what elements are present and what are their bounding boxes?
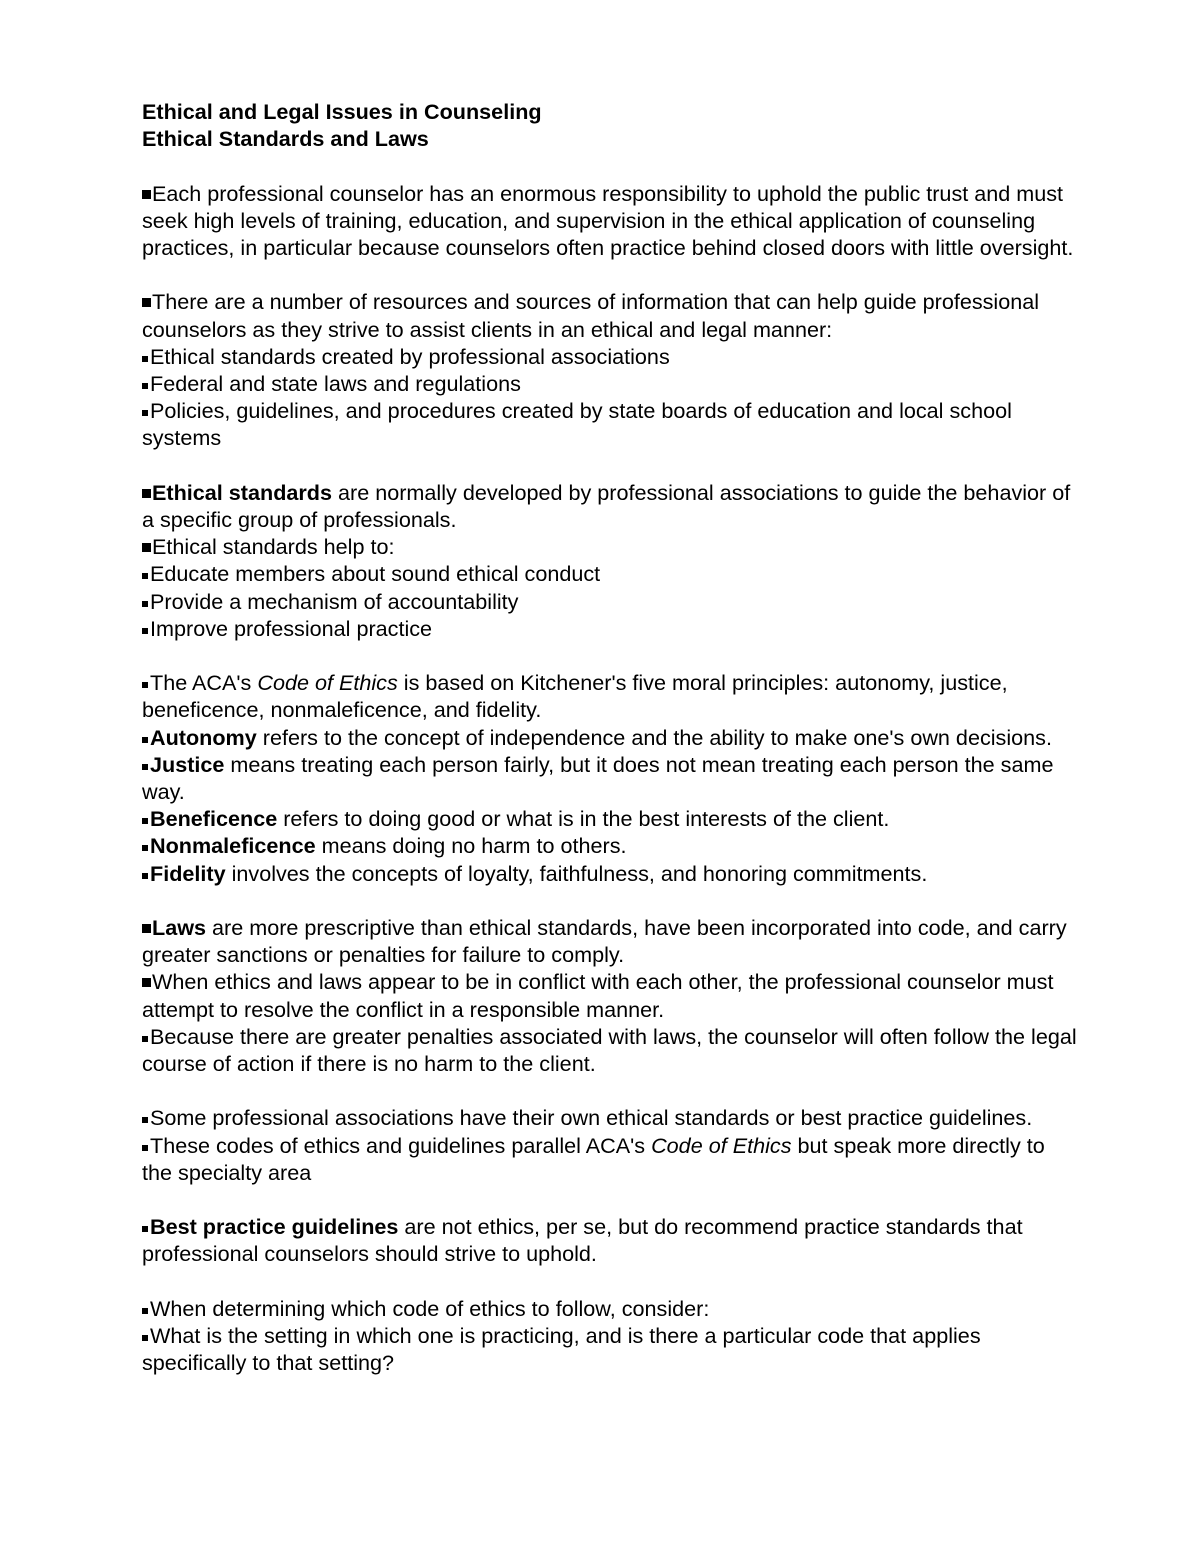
list-item: Educate members about sound ethical conduct: [142, 560, 1077, 587]
list-item-justice: Justice means treating each person fairly, but it does not mean treating each person the same way.: [142, 751, 1054, 805]
small-bullet-icon: [142, 1145, 148, 1151]
list-item: What is the setting in which one is practicing, and is there a particular code that applies specifically to that setting?: [142, 1323, 981, 1376]
square-bullet-icon: [142, 543, 151, 552]
small-bullet-icon: [142, 1335, 148, 1341]
spacer: [142, 1077, 1077, 1104]
small-bullet-icon: [142, 1308, 148, 1314]
spacer: [142, 642, 1077, 669]
small-bullet-icon: [142, 601, 148, 607]
square-bullet-icon: [142, 489, 151, 498]
small-bullet-icon: [142, 410, 148, 416]
spacer: [142, 152, 1077, 179]
small-bullet-icon: [142, 356, 148, 362]
small-bullet-icon: [142, 682, 148, 688]
paragraph-aca-code: The ACA's Code of Ethics is based on Kitchener's five moral principles: autonomy, justice, beneficence, nonmaleficence, and fidelity.: [142, 670, 1008, 723]
paragraph-resources: There are a number of resources and sources of information that can help guide professional counselors as they strive to assist clients in an ethical and legal manner:: [142, 289, 1040, 342]
spacer: [142, 887, 1077, 914]
paragraph-conflict: When ethics and laws appear to be in conflict with each other, the professional counselor must attempt to resolve the conflict in a responsible manner.: [142, 969, 1054, 1022]
spacer: [142, 1186, 1077, 1213]
spacer: [142, 1268, 1077, 1295]
small-bullet-icon: [142, 1117, 148, 1123]
small-bullet-icon: [142, 764, 148, 770]
list-item: Because there are greater penalties associated with laws, the counselor will often follow the legal course of action if there is no harm to the client.: [142, 1023, 1077, 1077]
paragraph-laws: Laws are more prescriptive than ethical standards, have been incorporated into code, and carry greater sanctions or penalties for failure to comply.: [142, 915, 1067, 968]
spacer: [142, 452, 1077, 479]
small-bullet-icon: [142, 383, 148, 389]
small-bullet-icon: [142, 845, 148, 851]
list-item-nonmaleficence: Nonmaleficence means doing no harm to others.: [142, 832, 1077, 859]
square-bullet-icon: [142, 978, 151, 987]
square-bullet-icon: [142, 190, 151, 199]
paragraph-standards-help: Ethical standards help to:: [142, 533, 1077, 560]
small-bullet-icon: [142, 1226, 148, 1232]
paragraph-best-practice: Best practice guidelines are not ethics, per se, but do recommend practice standards that professional counselors should strive to uphold.: [142, 1214, 1023, 1267]
document-page: [142, 98, 1077, 1376]
list-item: Provide a mechanism of accountability: [142, 588, 1077, 615]
list-item-fidelity: Fidelity involves the concepts of loyalty, faithfulness, and honoring commitments.: [142, 860, 1077, 887]
list-item: Ethical standards created by professional associations: [142, 343, 1077, 370]
list-item-autonomy: Autonomy refers to the concept of independence and the ability to make one's own decisions.: [142, 724, 1077, 751]
small-bullet-icon: [142, 628, 148, 634]
small-bullet-icon: [142, 737, 148, 743]
paragraph-ethical-standards: Ethical standards are normally developed by professional associations to guide the behavior of a specific group of professionals.: [142, 479, 1071, 532]
document-subtitle: Ethical Standards and Laws: [142, 126, 429, 152]
list-item-beneficence: Beneficence refers to doing good or what is in the best interests of the client.: [142, 805, 1077, 832]
list-item: Policies, guidelines, and procedures created by state boards of education and local school systems: [142, 398, 1012, 451]
small-bullet-icon: [142, 818, 148, 824]
square-bullet-icon: [142, 298, 151, 307]
small-bullet-icon: [142, 573, 148, 579]
list-item: When determining which code of ethics to follow, consider:: [142, 1295, 1077, 1322]
list-item: Federal and state laws and regulations: [142, 370, 1077, 397]
list-item: Improve professional practice: [142, 615, 1077, 642]
list-item: Some professional associations have their own ethical standards or best practice guidelines.: [142, 1104, 1077, 1131]
spacer: [142, 261, 1077, 288]
square-bullet-icon: [142, 924, 151, 933]
small-bullet-icon: [142, 873, 148, 879]
small-bullet-icon: [142, 1036, 148, 1042]
list-item: These codes of ethics and guidelines parallel ACA's Code of Ethics but speak more directly to the specialty area: [142, 1132, 1045, 1185]
document-title: Ethical and Legal Issues in Counseling: [142, 99, 542, 124]
paragraph-responsibility: Each professional counselor has an enormous responsibility to uphold the public trust and must seek high levels of training, education, and supervision in the ethical application of counseling practices, in particular because counselors often practice behind closed doors with little oversight.: [142, 180, 1074, 260]
